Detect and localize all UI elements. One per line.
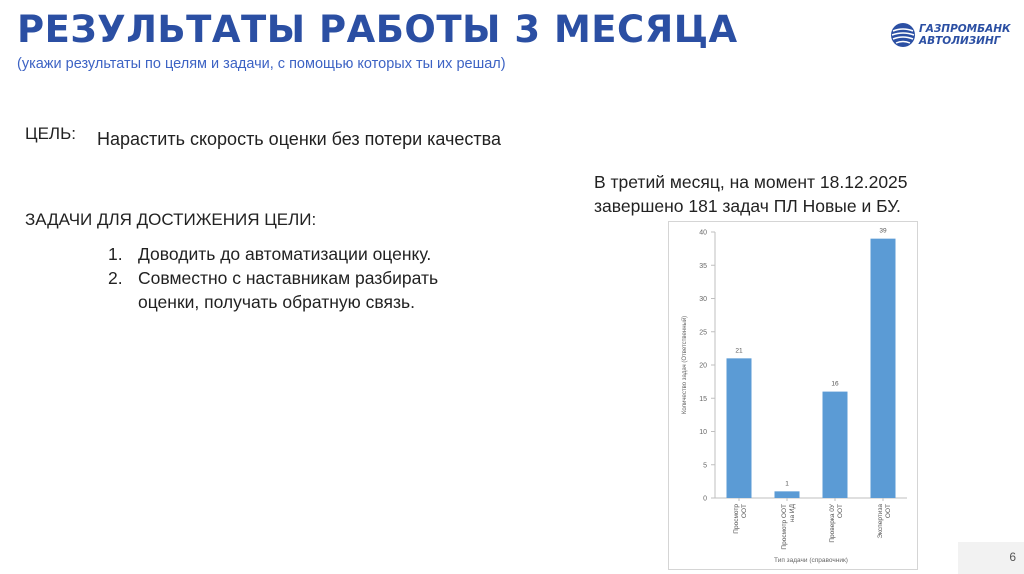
y-tick-label: 0 xyxy=(703,495,707,503)
bar xyxy=(775,491,800,498)
page-number: 6 xyxy=(1009,550,1016,564)
slide-title: РЕЗУЛЬТАТЫ РАБОТЫ 3 МЕСЯЦА xyxy=(17,8,738,51)
y-axis-title: Количество задач (Ответственный) xyxy=(682,315,688,415)
y-tick-label: 40 xyxy=(699,229,707,237)
slide-subtitle: (укажи результаты по целям и задачи, с помощью которых ты их решал) xyxy=(17,56,506,72)
x-axis-title: Тип задачи (справочник) xyxy=(774,557,848,564)
logo-line-1: ГАЗПРОМБАНК xyxy=(919,23,1011,35)
y-tick-label: 20 xyxy=(699,362,707,370)
bar xyxy=(727,358,752,498)
y-tick-label: 30 xyxy=(699,296,707,303)
task-text: Совместно с наставникам разбирать оценки, получать обратную связь. xyxy=(138,268,439,312)
task-item xyxy=(108,266,448,314)
bar xyxy=(823,392,848,498)
y-tick-label: 10 xyxy=(699,429,707,436)
x-category-label: Проверка 0УООТ xyxy=(829,504,844,543)
x-category-label: Просмотр ООТна ИД xyxy=(781,504,796,550)
goal-label: ЦЕЛЬ: xyxy=(25,124,76,143)
company-logo xyxy=(890,22,1011,48)
task-number: 2. xyxy=(108,268,123,288)
y-tick-label: 35 xyxy=(699,262,707,270)
bar-data-label: 39 xyxy=(879,227,887,235)
gazprombank-globe-icon xyxy=(890,22,916,48)
task-item xyxy=(108,242,448,266)
logo-text xyxy=(919,23,1011,47)
bar-data-label: 1 xyxy=(785,480,789,488)
y-tick-label: 25 xyxy=(699,329,707,337)
page-number-badge xyxy=(958,542,1024,574)
x-category-label: ПросмотрООТ xyxy=(733,504,748,534)
bar xyxy=(871,239,896,498)
x-category-label: ЭкспертизаООТ xyxy=(877,504,892,539)
task-text: Доводить до автоматизации оценку. xyxy=(138,244,432,264)
bar-data-label: 21 xyxy=(735,347,743,355)
bar-data-label: 16 xyxy=(831,380,839,388)
goal-text: Нарастить скорость оценки без потери качества xyxy=(97,129,502,149)
y-tick-label: 5 xyxy=(703,462,707,470)
task-list xyxy=(108,242,448,314)
task-number: 1. xyxy=(108,244,123,264)
bar-chart-svg xyxy=(669,222,917,569)
summary-text: В третий месяц, на момент 18.12.2025 завершено 181 задач ПЛ Новые и БУ. xyxy=(594,172,908,216)
bar-chart xyxy=(668,221,918,570)
y-tick-label: 15 xyxy=(699,395,707,403)
tasks-label: ЗАДАЧИ ДЛЯ ДОСТИЖЕНИЯ ЦЕЛИ: xyxy=(25,210,317,229)
logo-line-2: АВТОЛИЗИНГ xyxy=(919,35,1001,47)
